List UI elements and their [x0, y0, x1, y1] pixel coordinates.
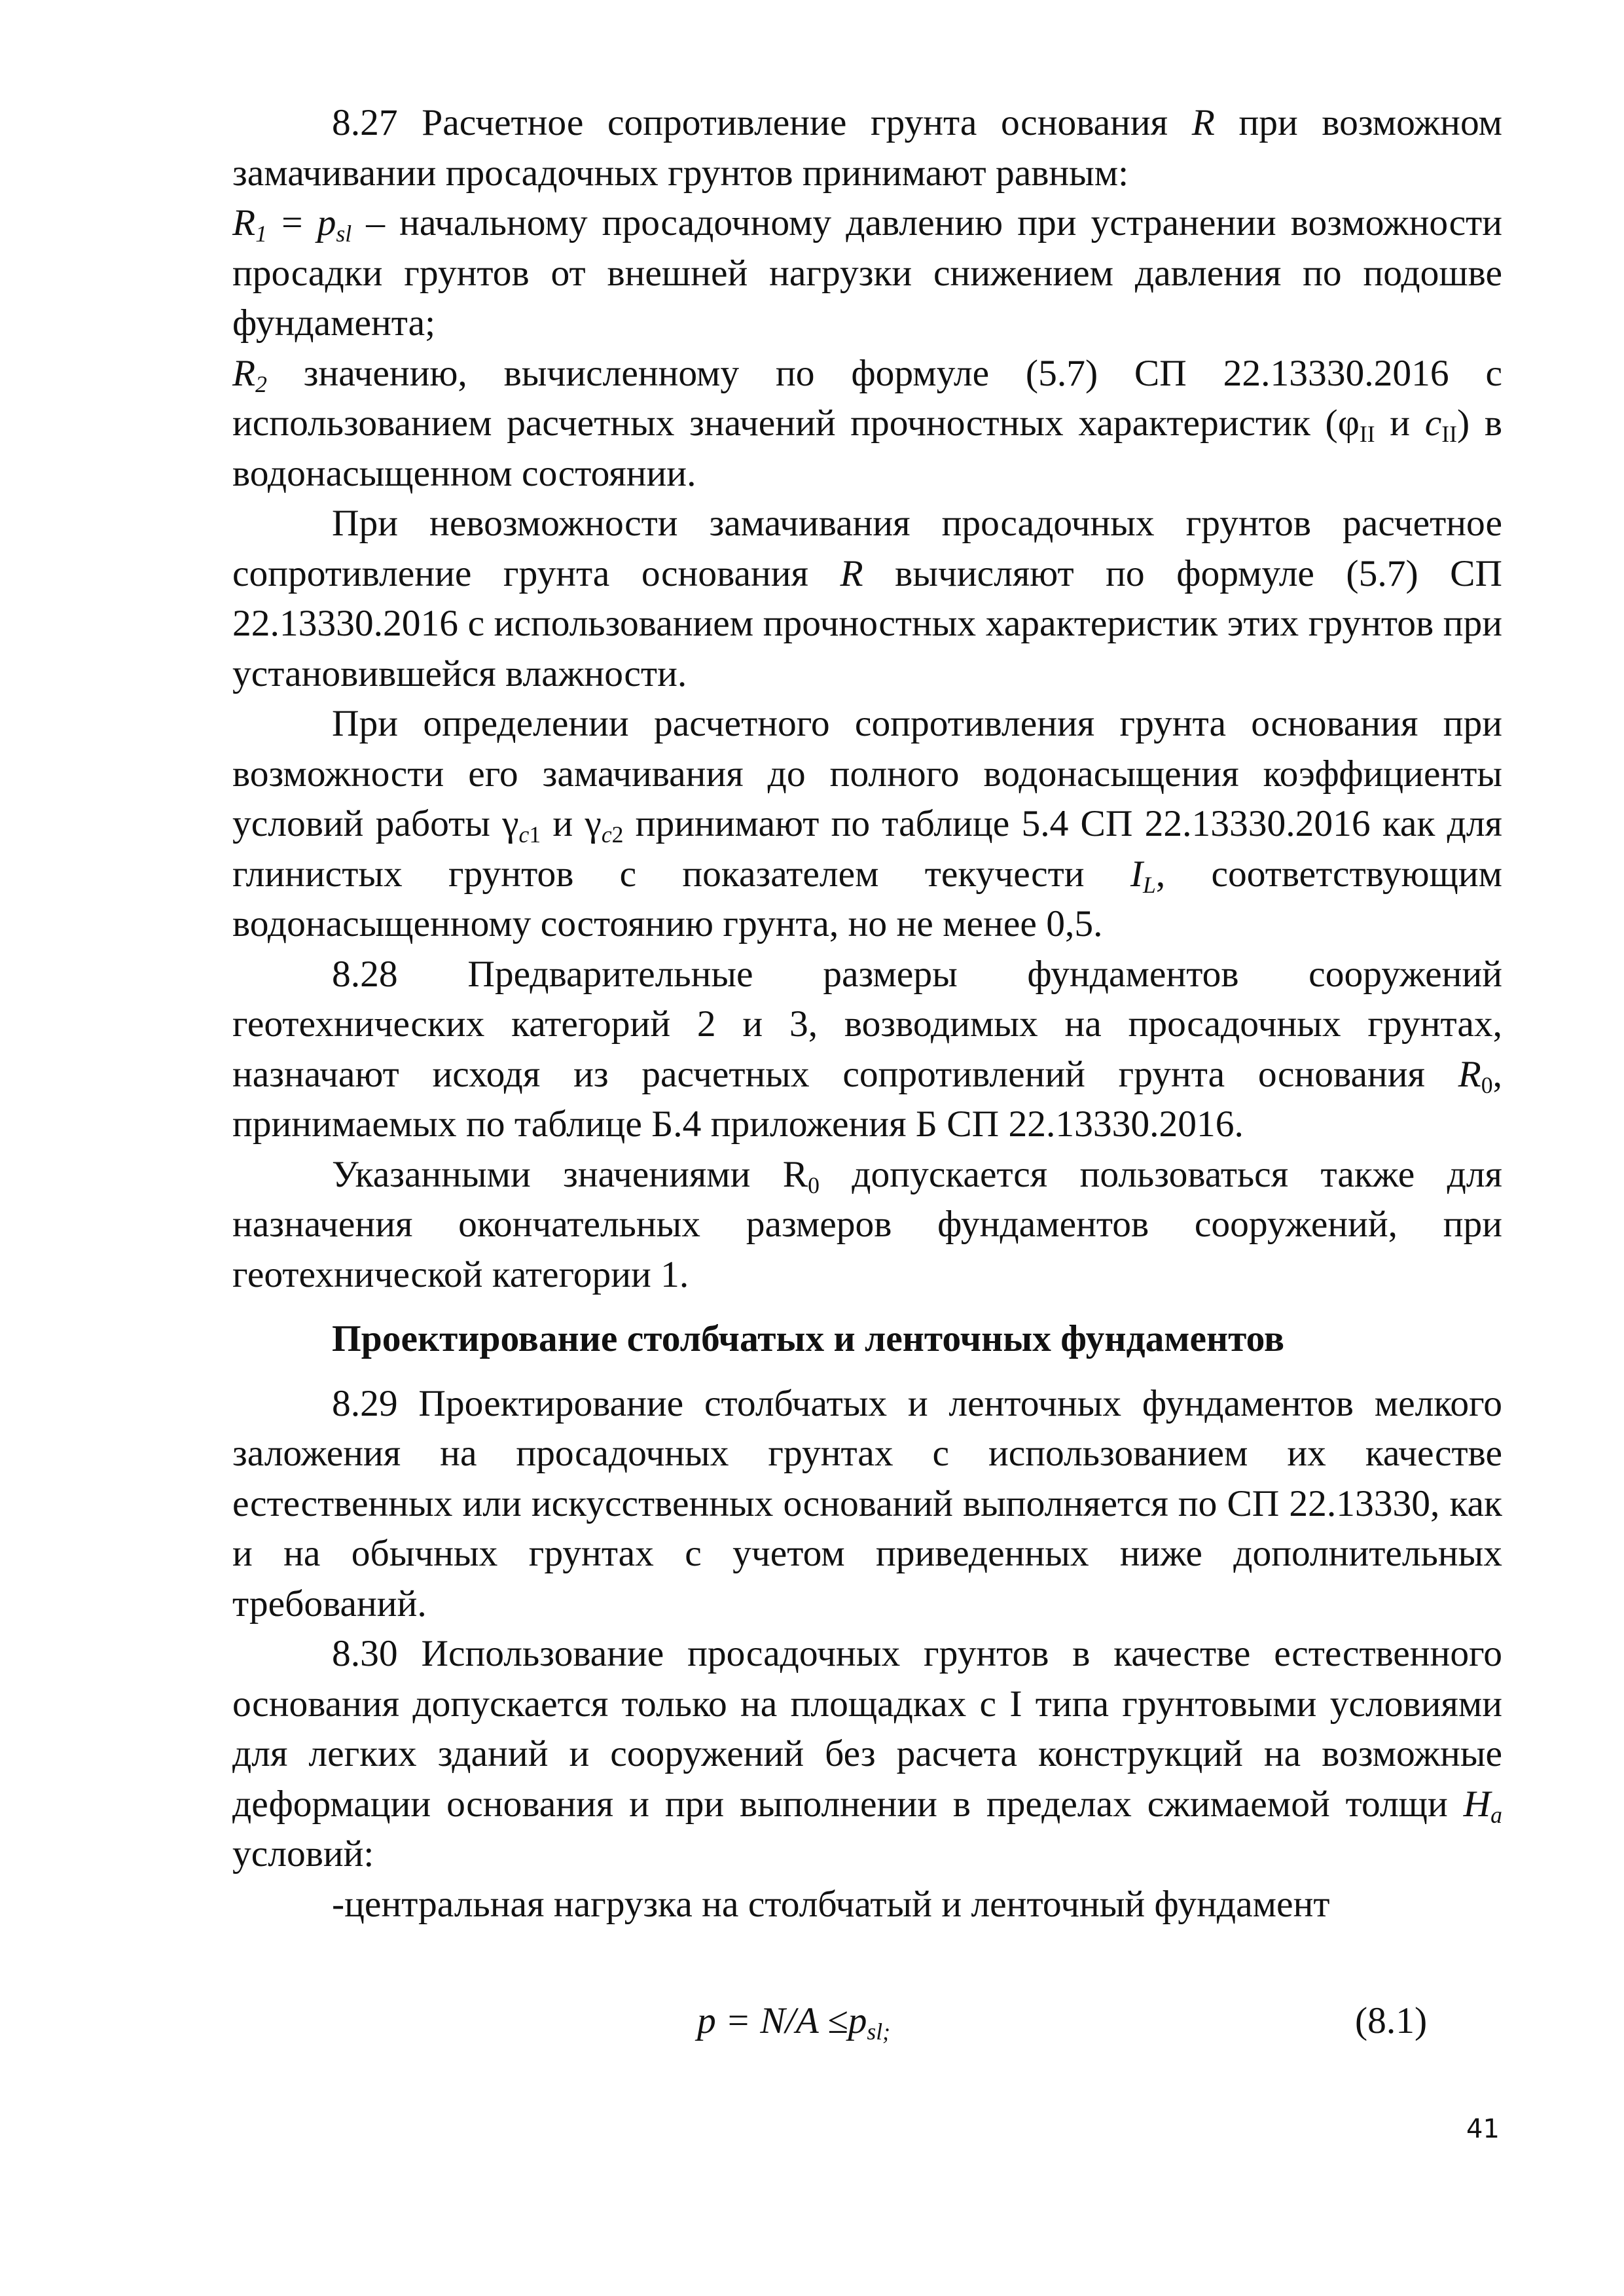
- subscript-c: c: [518, 821, 530, 848]
- subscript-c: c: [601, 821, 612, 848]
- text-run: При невозможности замачивания просадочных грунтов расчетное сопротивление грунта основания: [232, 503, 1502, 594]
- page-number: 41: [1466, 2114, 1500, 2144]
- text-run: ) в водонасыщенном состоянии.: [232, 403, 1502, 494]
- subscript-0: 0: [808, 1172, 820, 1198]
- paragraph-central-load: -центральная нагрузка на столбчатый и ленточный фундамент: [332, 1883, 1330, 1925]
- formula-expression: p = N/A ≤: [697, 2000, 848, 2041]
- symbol-R: R: [1458, 1053, 1481, 1095]
- section-heading: Проектирование столбчатых и ленточных фундаментов: [332, 1318, 1284, 1359]
- text-run: допускается пользоваться также для назначения окончательных размеров фундаментов сооружений, при геотехнической категории 1.: [232, 1153, 1502, 1295]
- paragraph-gamma-coefficients: [232, 699, 1502, 950]
- symbol-R: R: [1191, 102, 1215, 143]
- paragraph-8-27: [232, 98, 1502, 198]
- subscript-II: II: [1359, 420, 1375, 447]
- text-run: при возможном замачивании просадочных грунтов принимают равным:: [232, 102, 1502, 194]
- symbol-R: R: [232, 202, 256, 243]
- paragraph-r0-values: [232, 1150, 1502, 1300]
- symbol-R: R: [232, 352, 256, 394]
- subscript-2: 2: [255, 370, 267, 397]
- symbol-p: p: [848, 2000, 867, 2041]
- text-run: значению, вычисленному по формуле (5.7) СП 22.13330.2016 с использованием расчетных значений прочностных характеристик (φ: [232, 352, 1502, 444]
- text-run: 8.30 Использование просадочных грунтов в качестве естественного основания допускается только на площадках с I типа грунтовыми условиями для легких зданий и сооружений без расчета конструкций на возможные деформации основания и при выполнении в пределах сжимаемой толщи: [232, 1633, 1502, 1825]
- symbol-R: R: [840, 552, 863, 594]
- subscript-1: 1: [255, 220, 267, 247]
- subscript-sl: sl;: [867, 2018, 891, 2045]
- paragraph-8-28: [232, 950, 1502, 1150]
- subscript-0: 0: [1481, 1071, 1493, 1098]
- text-run: условий:: [232, 1833, 374, 1874]
- text-run: принимают по таблице 5.4 СП 22.13330.2016 как для глинистых грунтов с показателем текучести: [232, 803, 1502, 895]
- text-run: и γ: [541, 803, 602, 844]
- paragraph-R2: [232, 349, 1502, 499]
- text-run: 8.28 Предварительные размеры фундаментов сооружений геотехнических категорий 2 и 3, возводимых на просадочных грунтах, назначают исходя из расчетных сопротивлений грунта основания: [232, 953, 1502, 1095]
- paragraph-R1: [232, 198, 1502, 349]
- text-run: и: [1375, 403, 1425, 444]
- paragraph-no-soaking: [232, 499, 1502, 699]
- text-run: , принимаемых по таблице Б.4 приложения Б СП 22.13330.2016.: [232, 1053, 1502, 1145]
- subscript-2: 2: [611, 821, 624, 848]
- text-run: вычисляют по формуле (5.7) СП 22.13330.2016 с использованием прочностных характеристик этих грунтов при установившейся влажности.: [232, 552, 1503, 694]
- symbol-I: I: [1130, 853, 1143, 895]
- body-text: [232, 98, 1502, 1929]
- subscript-L: L: [1143, 871, 1156, 898]
- subscript-a: a: [1490, 1801, 1502, 1828]
- text-run: При определении расчетного сопротивления грунта основания при возможности его замачивания до полного водонасыщения коэффициенты условий работы γ: [232, 703, 1502, 844]
- subscript-1: 1: [529, 821, 541, 848]
- symbol-p: p: [317, 202, 336, 243]
- text-run: – начальному просадочному давлению при устранении возможности просадки грунтов от внешней нагрузки снижением давления по подошве фундамента;: [232, 202, 1502, 344]
- text-run: , соответствующим водонасыщенному состоянию грунта, но не менее 0,5.: [232, 853, 1502, 944]
- symbol-H: H: [1463, 1783, 1491, 1825]
- text-run: 8.27 Расчетное сопротивление грунта основания: [332, 102, 1192, 143]
- subscript-II: II: [1441, 420, 1458, 447]
- text-run: =: [266, 202, 317, 243]
- subscript-sl: sl: [336, 220, 352, 247]
- paragraph-8-30: [232, 1629, 1502, 1880]
- formula-8-1: [697, 1996, 890, 2047]
- text-run: Указанными значениями R: [332, 1153, 808, 1195]
- paragraph-8-29: 8.29 Проектирование столбчатых и ленточных фундаментов мелкого заложения на просадочных грунтах с использованием их качестве естественных или искусственных оснований выполняется по СП 22.13330, как и на обычных грунтах с учетом приведенных ниже дополнительных требований.: [232, 1382, 1502, 1624]
- symbol-c: c: [1424, 403, 1442, 444]
- formula-number: (8.1): [1355, 2000, 1428, 2041]
